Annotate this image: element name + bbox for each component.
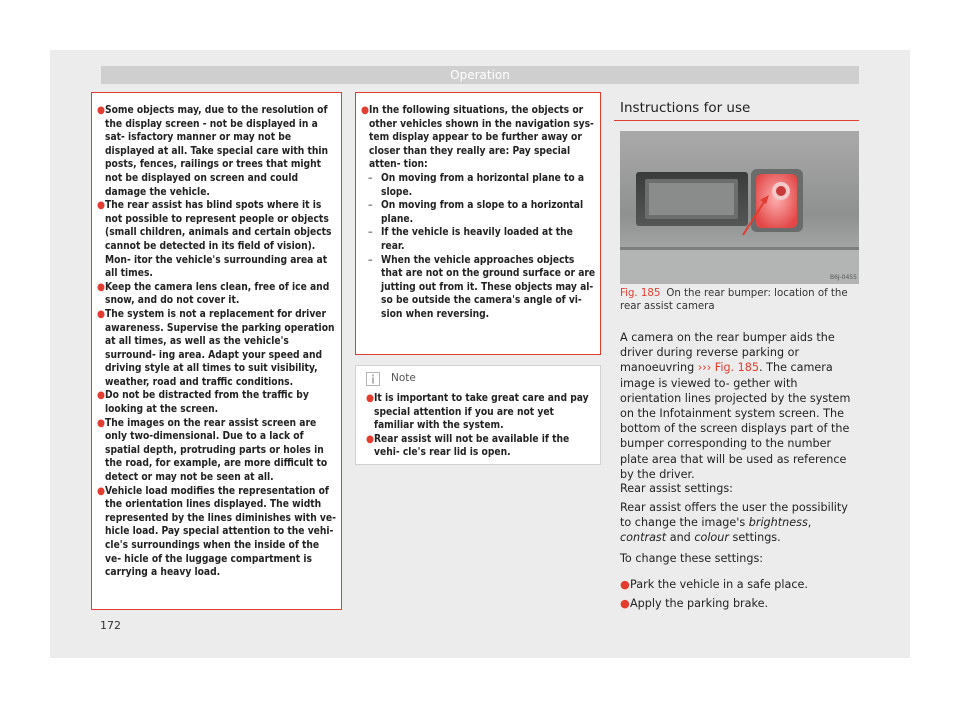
- page-number: 172: [100, 619, 121, 632]
- bullet-icon: ●: [620, 578, 630, 591]
- bullet-icon: ●: [97, 281, 105, 293]
- warning-item: ● Keep the camera lens clean, free of ice and snow, and do not cover it.: [97, 281, 330, 307]
- settings-paragraph: Rear assist offers the user the possibility to change the image's brightness, contrast and colour settings.: [620, 501, 848, 545]
- bumper-camera-illustration: [620, 131, 859, 284]
- bullet-icon: ●: [366, 433, 374, 445]
- warning-item: ● The images on the rear assist screen are only two-dimensional. Due to a lack of spatial depth, protruding parts or holes in the road, for example, are more difficult to detect or may not be seen at all.: [97, 417, 328, 484]
- list-item: ● Park the vehicle in a safe place.: [620, 578, 808, 591]
- warning-item: ● Vehicle load modifies the representation of the orientation lines displayed. The width represented by the lines diminishes with ve- hicle load. Pay special attention to the vehi- cle's surroundings when the inside of the ve- hicle of the luggage compartment is carrying a heavy load.: [97, 485, 336, 579]
- warning-item: ● Some objects may, due to the resolution of the display screen - not be displayed in a sat- isfactory manner or may not be displayed at all. Take special care with thin posts, fences, railings or trees that might not be displayed on screen and could damage the vehicle.: [97, 105, 329, 198]
- list-item: – If the vehicle is heavily loaded at the rear.: [368, 227, 573, 252]
- title-rule: [614, 120, 859, 121]
- bullet-icon: ●: [97, 390, 105, 402]
- photo-code: B6J-0455: [830, 274, 857, 281]
- warning-item: ● In the following situations, the objects or other vehicles shown in the navigation sys- tem display appear to be further away or closer than they really are: Pay special atten- tion:: [361, 105, 594, 171]
- figure-caption: Fig. 185 On the rear bumper: location of the rear assist camera: [620, 288, 848, 312]
- warning-item: ● Do not be distracted from the traffic by looking at the screen.: [97, 390, 309, 416]
- info-icon: [366, 372, 380, 386]
- intro-paragraph: A camera on the rear bumper aids the driver during reverse parking or manoeuvring ››› Fig. 185. The camera image is viewed to- gether with orientation lines projected by the system on the Infotainment system screen. The bottom of the screen displays part of the bumper corresponding to the number plate area that will be used as reference by the driver.: [620, 331, 851, 481]
- note-label: Note: [391, 372, 416, 384]
- figure-label: Fig. 185: [620, 288, 661, 299]
- warning-list-left: [97, 104, 337, 580]
- list-item: ● Apply the parking brake.: [620, 597, 769, 611]
- list-item: – When the vehicle approaches objects that are not on the ground surface or are jutting out from it. These objects may al- so be outside the camera's angle of vi- sion when reversing.: [368, 254, 596, 320]
- bullet-icon: ●: [620, 597, 630, 611]
- note-item: ● It is important to take great care and pay special attention if you are not yet familiar with the system.: [366, 393, 589, 432]
- bullet-icon: ●: [97, 200, 105, 212]
- section-header-title: Operation: [450, 68, 510, 82]
- bullet-icon: ●: [366, 393, 374, 404]
- bullet-icon: ●: [361, 105, 369, 116]
- warning-list-right: [361, 104, 596, 322]
- steps-list: [620, 577, 860, 611]
- list-item: – On moving from a horizontal plane to a slope.: [368, 172, 585, 198]
- warning-item: ● The rear assist has blind spots where it is not possible to represent people or objects (small children, animals and certain objects cannot be detected in its field of vision). Mon- itor the vehicle's surrounding area at all times.: [97, 200, 332, 280]
- bullet-icon: ●: [97, 417, 105, 429]
- note-list: [366, 392, 594, 460]
- bullet-icon: ●: [97, 105, 105, 116]
- change-settings-text: To change these settings:: [620, 552, 764, 565]
- rear-camera-photo: [620, 131, 859, 284]
- bullet-icon: ●: [97, 308, 105, 320]
- situation-list: [361, 172, 596, 322]
- figure-link[interactable]: ››› Fig. 185: [697, 361, 760, 375]
- bullet-icon: ●: [97, 485, 105, 497]
- settings-heading: Rear assist settings:: [620, 482, 733, 495]
- warning-item: ● The system is not a replacement for driver awareness. Supervise the parking operation at all times, as well as the vehicle's surround- ing area. Adapt your speed and driving style at all times to suit visibility, weather, road and traffic conditions.: [97, 308, 335, 388]
- instructions-title: Instructions for use: [620, 100, 751, 116]
- list-item: – On moving from a slope to a horizontal plane.: [368, 200, 584, 225]
- note-item: ● Rear assist will not be available if the vehi- cle's rear lid is open.: [366, 433, 570, 459]
